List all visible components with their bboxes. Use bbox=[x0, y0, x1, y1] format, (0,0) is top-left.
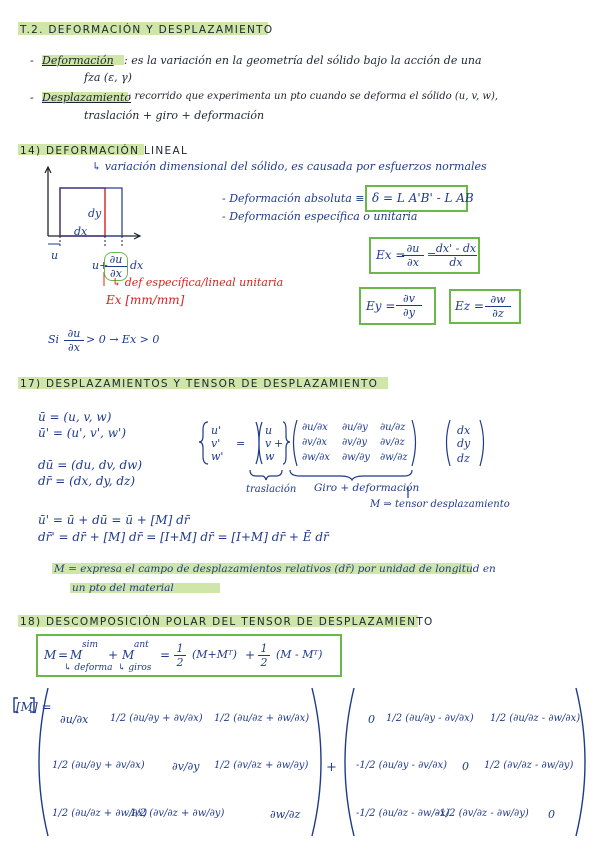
ant-1-0: -1/2 (∂u/∂y - ∂v/∂x) bbox=[356, 760, 447, 771]
def-text2: fza (ε, γ) bbox=[84, 71, 132, 84]
polar-under2: ↳ giros bbox=[118, 663, 152, 673]
polar-plus: + bbox=[108, 648, 119, 662]
diagram-frac-den: ∂x bbox=[110, 267, 122, 280]
ey-frac bbox=[396, 292, 422, 319]
ant-2-1: -1/2 (∂v/∂z - ∂w/∂y) bbox=[436, 808, 529, 819]
diagram-dx2: dx bbox=[130, 259, 144, 272]
vec-base-2: w bbox=[265, 450, 275, 463]
ant-0-0: 0 bbox=[368, 713, 375, 726]
ex-den: ∂x bbox=[407, 256, 419, 269]
m-cell-2-0: ∂w/∂x bbox=[302, 452, 330, 463]
sec14-intro: ↳ variación dimensional del sólido, es causada por esfuerzos normales bbox=[92, 160, 487, 173]
ant-0-2: 1/2 (∂u/∂z - ∂w/∂x) bbox=[490, 713, 581, 724]
abs-label: - Deformación absoluta ≡ bbox=[222, 192, 365, 205]
eq-sign: = bbox=[236, 437, 246, 450]
polar-m2: M bbox=[122, 648, 135, 662]
m-cell-1-0: ∂v/∂x bbox=[302, 437, 327, 448]
sym-0-1: 1/2 (∂u/∂y + ∂v/∂x) bbox=[110, 713, 203, 724]
sym-1-0: 1/2 (∂u/∂y + ∂v/∂x) bbox=[52, 760, 145, 771]
ex-num: ∂u bbox=[402, 242, 424, 256]
label-m: M ⇒ tensor desplazamiento bbox=[370, 499, 510, 510]
diagram-dx: dx bbox=[74, 225, 88, 238]
m-cell-0-1: ∂u/∂y bbox=[342, 422, 368, 433]
diagram-frac-num: ∂u bbox=[105, 253, 127, 267]
ant-1-2: 1/2 (∂v/∂z - ∂w/∂y) bbox=[484, 760, 574, 771]
mat-plus: + bbox=[326, 760, 337, 775]
s17-line3: dū = (du, dv, dw) bbox=[38, 458, 143, 472]
sym-0-0: ∂u/∂x bbox=[60, 713, 89, 726]
ex-eq: = bbox=[427, 248, 437, 261]
sec18-title: 18) DESCOMPOSICIÓN POLAR DEL TENSOR DE DESPLAZAMIENTO bbox=[20, 616, 434, 628]
polar-half1-num: 1 bbox=[174, 642, 186, 656]
label-tras: traslación bbox=[246, 484, 297, 495]
diagram-u2: u+ bbox=[92, 259, 109, 272]
vec-base-1: v bbox=[265, 437, 272, 450]
m-desc: M = expresa el campo de desplazamientos relativos (dr̄) por unidad de longitud en bbox=[54, 563, 496, 575]
m-cell-0-2: ∂u/∂z bbox=[380, 422, 406, 433]
sec17-title: 17) DESPLAZAMIENTOS Y TENSOR DE DESPLAZAMIENTO bbox=[20, 378, 379, 390]
polar-half1 bbox=[174, 642, 186, 669]
sym-1-1: ∂v/∂y bbox=[172, 760, 200, 773]
cond-frac bbox=[64, 327, 84, 354]
page-title: T.2. DEFORMACIÓN Y DESPLAZAMIENTO bbox=[20, 24, 274, 36]
polar-eq0: = bbox=[58, 648, 69, 662]
ex-lhs: Ex = bbox=[376, 248, 406, 262]
ez-lhs: Ez = bbox=[455, 299, 484, 313]
polar-term2: (M - Mᵀ) bbox=[276, 648, 323, 661]
m-cell-2-2: ∂w/∂z bbox=[380, 452, 408, 463]
desp-bullet: - bbox=[30, 91, 34, 104]
def-term: Deformación bbox=[42, 54, 114, 67]
ez-frac bbox=[485, 293, 511, 320]
polar-under1: ↳ deforma bbox=[64, 663, 113, 673]
ey-den: ∂y bbox=[403, 306, 415, 319]
s17-eq1: ū' = ū + dū = ū + [M] dr̄ bbox=[38, 513, 190, 527]
polar-eq: = bbox=[160, 648, 171, 662]
red-note: ↳ def específica/lineal unitaria bbox=[112, 276, 284, 289]
sym-1-2: 1/2 (∂v/∂z + ∂w/∂y) bbox=[214, 760, 309, 771]
label-giro: Giro + deformación bbox=[314, 482, 420, 494]
s17-eq2: dr̄' = dr̄ + [M] dr̄ = [I+M] dr̄ = [I+M] dr̄ + Ē dr̄ bbox=[38, 530, 329, 544]
sec14-title: 14) DEFORMACIÓN LINEAL bbox=[20, 145, 189, 157]
cond-rhs: > 0 → Ex > 0 bbox=[86, 333, 160, 346]
polar-m1-sup: sim bbox=[82, 640, 99, 650]
diagram-dy: dy bbox=[88, 207, 102, 220]
abs-formula: δ = L A'B' - L AB bbox=[372, 191, 474, 205]
vec-d-1: dy bbox=[457, 437, 471, 450]
polar-half2-den: 2 bbox=[260, 656, 268, 669]
ez-num: ∂w bbox=[485, 293, 511, 307]
def-bullet: - bbox=[30, 54, 34, 67]
diagram-u: u bbox=[51, 249, 59, 262]
vec-d-0: dx bbox=[457, 424, 471, 437]
polar-m1: M bbox=[70, 648, 83, 662]
polar-msym: M bbox=[44, 648, 57, 662]
polar-term1: (M+Mᵀ) bbox=[192, 648, 237, 661]
polar-half1-den: 2 bbox=[176, 656, 184, 669]
cond-num: ∂u bbox=[64, 327, 84, 341]
red-unit: Ex [mm/mm] bbox=[106, 293, 185, 307]
vec-prime-1: v' bbox=[211, 437, 221, 450]
sym-2-2: ∂w/∂z bbox=[270, 808, 301, 821]
polar-m2-sup: ant bbox=[134, 640, 149, 650]
polar-half2 bbox=[258, 642, 270, 669]
s17-line1: ū = (u, v, w) bbox=[38, 410, 112, 424]
vec-prime-2: w' bbox=[211, 450, 224, 463]
ex-num2: dx' - dx bbox=[435, 242, 477, 255]
desp-text2: traslación + giro + deformación bbox=[84, 109, 265, 122]
polar-half2-num: 1 bbox=[258, 642, 270, 656]
m-desc2: un pto del material bbox=[72, 582, 174, 594]
m-cell-1-1: ∂v/∂y bbox=[342, 437, 368, 448]
def-text: : es la variación en la geometría del sólido bajo la acción de una bbox=[124, 54, 482, 67]
ant-2-2: 0 bbox=[548, 808, 555, 821]
vec-prime-0: u' bbox=[211, 424, 222, 437]
ey-lhs: Ey = bbox=[366, 299, 396, 313]
m-cell-1-2: ∂v/∂z bbox=[380, 437, 405, 448]
ez-den: ∂z bbox=[492, 307, 504, 320]
s17-line4: dr̄ = (dx, dy, dz) bbox=[38, 474, 136, 488]
spec-label: - Deformación específica o unitaria bbox=[222, 210, 418, 223]
sym-2-0: 1/2 (∂u/∂z + ∂w/∂x) bbox=[52, 808, 148, 819]
vec-d-2: dz bbox=[457, 452, 470, 465]
vec-base-0: u bbox=[265, 424, 273, 437]
polar-plus2: + bbox=[245, 648, 256, 662]
s17-line2: ū' = (u', v', w') bbox=[38, 426, 127, 440]
ant-2-0: -1/2 (∂u/∂z - ∂w/∂x) bbox=[356, 808, 450, 819]
sym-2-1: 1/2 (∂v/∂z + ∂w/∂y) bbox=[130, 808, 225, 819]
mat-label: [M] = bbox=[16, 700, 52, 714]
ex-frac1 bbox=[402, 242, 424, 269]
ant-0-1: 1/2 (∂u/∂y - ∂v/∂x) bbox=[386, 713, 474, 724]
ant-1-1: 0 bbox=[462, 760, 469, 773]
ey-num: ∂v bbox=[396, 292, 422, 306]
ex-den2: dx bbox=[449, 256, 463, 269]
plus-sign: + bbox=[274, 437, 284, 450]
cond-lhs: Si bbox=[48, 333, 60, 346]
ex-frac2 bbox=[435, 242, 477, 269]
cond-den: ∂x bbox=[68, 341, 80, 354]
sym-0-2: 1/2 (∂u/∂z + ∂w/∂x) bbox=[214, 713, 310, 724]
m-cell-0-0: ∂u/∂x bbox=[302, 422, 328, 433]
desp-term: Desplazamiento bbox=[42, 91, 132, 104]
desp-text: : recorrido que experimenta un pto cuando se deforma el sólido (u, v, w), bbox=[128, 91, 499, 102]
m-cell-2-1: ∂w/∂y bbox=[342, 452, 370, 463]
